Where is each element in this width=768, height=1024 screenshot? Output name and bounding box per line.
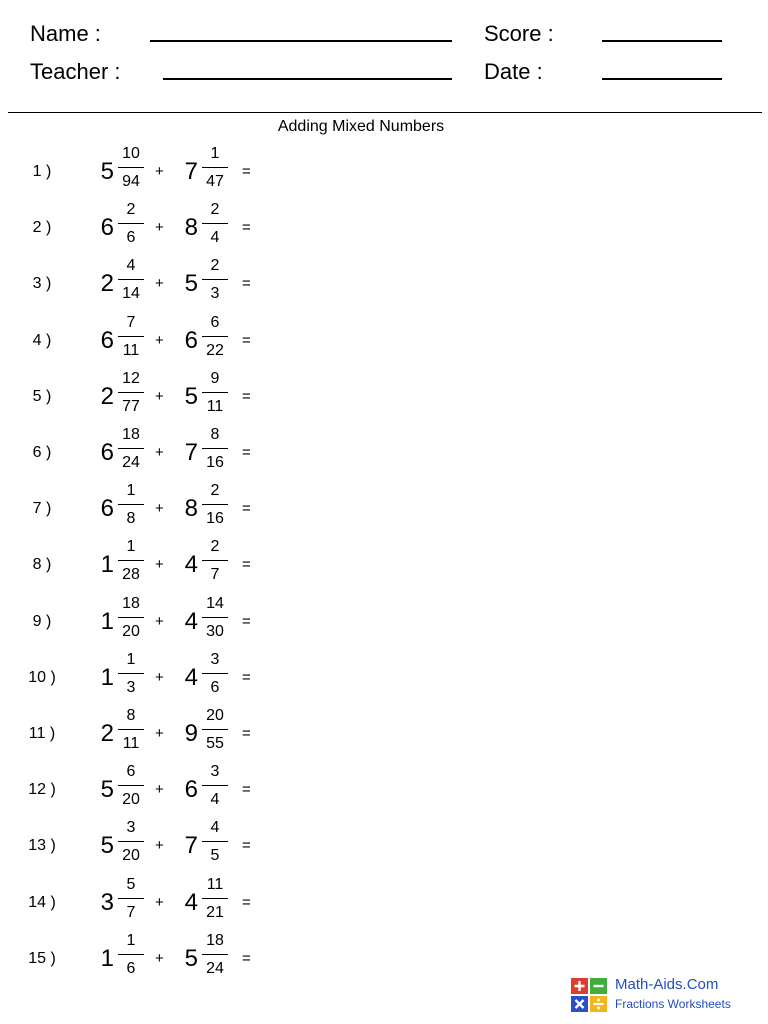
numerator: 2 [210, 482, 220, 500]
numerator: 8 [126, 707, 136, 724]
numerator: 3 [210, 650, 220, 668]
whole-number: 1 [100, 607, 114, 635]
fraction-bar [202, 448, 228, 449]
whole-number: 4 [184, 888, 198, 916]
denominator: 22 [206, 341, 224, 359]
fraction-bar [118, 785, 144, 786]
numerator: 2 [210, 201, 220, 219]
equals-sign: = [242, 500, 251, 518]
math-aids-logo [570, 976, 760, 1016]
fraction-bar [118, 504, 144, 505]
fraction [200, 369, 230, 417]
whole-number: 4 [184, 607, 198, 635]
problem-number: 4 ) [32, 331, 52, 349]
plus-sign: + [155, 387, 164, 405]
name-line[interactable] [150, 40, 452, 42]
numerator: 6 [210, 313, 220, 331]
equals-sign: = [242, 893, 251, 911]
fraction [200, 200, 230, 248]
fraction [116, 818, 146, 866]
denominator: 20 [122, 622, 140, 640]
fraction-bar [202, 336, 228, 337]
problem-number: 5 ) [32, 387, 52, 405]
whole-number: 6 [184, 776, 198, 804]
fraction-bar [202, 560, 228, 561]
denominator: 77 [122, 397, 140, 415]
denominator: 6 [126, 229, 136, 247]
fraction-bar [118, 898, 144, 899]
denominator: 6 [126, 959, 136, 977]
plus-sign: + [155, 781, 164, 799]
fraction-bar [118, 279, 144, 280]
fraction [116, 144, 146, 192]
date-line[interactable] [602, 78, 722, 80]
date-label: Date : [484, 59, 543, 84]
numerator: 20 [206, 707, 224, 724]
numerator: 2 [210, 538, 220, 556]
numerator: 6 [126, 763, 136, 781]
equals-sign: = [242, 387, 251, 405]
numerator: 3 [210, 763, 220, 781]
whole-number: 5 [184, 944, 198, 972]
denominator: 47 [206, 173, 224, 190]
fraction [116, 481, 146, 529]
fraction-bar [202, 785, 228, 786]
fraction-bar [202, 167, 228, 168]
whole-number: 2 [100, 382, 114, 410]
plus-sign: + [155, 219, 164, 237]
denominator: 6 [210, 678, 220, 696]
plus-sign: + [155, 275, 164, 293]
equals-sign: = [242, 949, 251, 967]
plus-sign: + [155, 837, 164, 855]
denominator: 7 [210, 566, 220, 584]
equals-sign: = [242, 219, 251, 237]
fraction [200, 144, 230, 192]
numerator: 1 [126, 538, 136, 556]
numerator: 12 [122, 369, 140, 387]
equals-sign: = [242, 444, 251, 461]
whole-number: 4 [184, 663, 198, 691]
name-label: Name : [30, 21, 101, 46]
numerator: 10 [122, 145, 140, 162]
denominator: 11 [122, 341, 140, 359]
numerator: 3 [126, 819, 136, 837]
problem-number: 11 ) [28, 725, 56, 742]
logo-subtitle: Fractions Worksheets [615, 997, 731, 1011]
whole-number: 8 [184, 495, 198, 523]
fraction-bar [202, 954, 228, 955]
denominator: 55 [206, 735, 224, 752]
problem-row [0, 931, 400, 1015]
plus-sign: + [155, 725, 164, 742]
fraction [116, 762, 146, 810]
fraction [200, 762, 230, 810]
fraction-bar [118, 729, 144, 730]
numerator: 18 [206, 931, 224, 949]
numerator: 2 [210, 257, 220, 275]
problem-number: 13 ) [28, 837, 56, 855]
fraction-bar [118, 673, 144, 674]
fraction [116, 706, 146, 754]
denominator: 21 [206, 903, 224, 921]
fraction-bar [202, 223, 228, 224]
fraction-bar [118, 841, 144, 842]
denominator: 94 [122, 173, 140, 190]
denominator: 20 [122, 847, 140, 865]
fraction-bar [202, 279, 228, 280]
denominator: 24 [122, 454, 140, 471]
problem-number: 3 ) [32, 275, 52, 293]
whole-number: 7 [184, 832, 198, 860]
numerator: 4 [210, 819, 220, 837]
fraction [116, 425, 146, 473]
equals-sign: = [242, 837, 251, 855]
whole-number: 6 [184, 326, 198, 354]
denominator: 4 [210, 229, 220, 247]
denominator: 11 [206, 397, 224, 415]
numerator: 14 [206, 594, 224, 612]
fraction [200, 875, 230, 923]
whole-number: 6 [100, 214, 114, 242]
equals-sign: = [242, 612, 251, 630]
fraction [200, 594, 230, 642]
plus-sign: + [155, 949, 164, 967]
plus-sign: + [155, 163, 164, 180]
problem-number: 6 ) [32, 444, 52, 461]
math-operations-icon [570, 977, 608, 1013]
equals-sign: = [242, 781, 251, 799]
denominator: 3 [210, 285, 220, 303]
score-label: Score : [484, 21, 554, 46]
denominator: 20 [122, 791, 140, 809]
fraction [200, 537, 230, 585]
numerator: 8 [210, 426, 220, 443]
problem-number: 10 ) [28, 668, 56, 686]
denominator: 4 [210, 791, 220, 809]
numerator: 1 [210, 145, 220, 162]
equals-sign: = [242, 668, 251, 686]
fraction [200, 313, 230, 361]
equals-sign: = [242, 331, 251, 349]
fraction [200, 706, 230, 754]
fraction [116, 256, 146, 304]
fraction [200, 256, 230, 304]
equals-sign: = [242, 556, 251, 574]
denominator: 7 [126, 903, 136, 921]
whole-number: 8 [184, 214, 198, 242]
numerator: 1 [126, 650, 136, 668]
header-divider [8, 112, 762, 113]
problem-number: 1 ) [32, 163, 52, 180]
fraction-bar [118, 336, 144, 337]
whole-number: 1 [100, 944, 114, 972]
denominator: 3 [126, 678, 136, 696]
fraction-bar [118, 167, 144, 168]
fraction [116, 594, 146, 642]
numerator: 7 [126, 313, 136, 331]
fraction-bar [118, 448, 144, 449]
denominator: 28 [122, 566, 140, 584]
whole-number: 1 [100, 551, 114, 579]
denominator: 8 [126, 510, 136, 528]
numerator: 2 [126, 201, 136, 219]
score-line[interactable] [602, 40, 722, 42]
fraction [200, 425, 230, 473]
fraction-bar [202, 729, 228, 730]
fraction [116, 369, 146, 417]
whole-number: 1 [100, 663, 114, 691]
denominator: 5 [210, 847, 220, 865]
whole-number: 7 [184, 439, 198, 466]
denominator: 16 [206, 510, 224, 528]
equals-sign: = [242, 275, 251, 293]
fraction-bar [118, 954, 144, 955]
whole-number: 9 [184, 720, 198, 747]
problem-number: 12 ) [28, 781, 56, 799]
plus-sign: + [155, 444, 164, 461]
numerator: 18 [122, 594, 140, 612]
plus-sign: + [155, 556, 164, 574]
numerator: 11 [206, 875, 224, 893]
fraction [116, 875, 146, 923]
whole-number: 6 [100, 326, 114, 354]
fraction [116, 931, 146, 979]
equals-sign: = [242, 725, 251, 742]
fraction-bar [118, 617, 144, 618]
whole-number: 5 [100, 832, 114, 860]
fraction [200, 931, 230, 979]
worksheet-title: Adding Mixed Numbers [277, 118, 445, 135]
logo-site-name[interactable]: Math-Aids.Com [615, 976, 719, 993]
problem-number: 14 ) [28, 893, 56, 911]
whole-number: 5 [184, 382, 198, 410]
numerator: 1 [126, 931, 136, 949]
whole-number: 5 [184, 270, 198, 298]
fraction [116, 537, 146, 585]
teacher-label: Teacher : [30, 59, 121, 84]
fraction [200, 818, 230, 866]
fraction [116, 650, 146, 698]
fraction-bar [202, 841, 228, 842]
whole-number: 5 [100, 158, 114, 185]
plus-sign: + [155, 893, 164, 911]
plus-sign: + [155, 500, 164, 518]
problem-number: 15 ) [28, 949, 56, 967]
fraction [116, 313, 146, 361]
plus-sign: + [155, 668, 164, 686]
numerator: 18 [122, 426, 140, 443]
numerator: 1 [126, 482, 136, 500]
denominator: 14 [122, 285, 140, 303]
denominator: 16 [206, 454, 224, 471]
whole-number: 6 [100, 439, 114, 466]
fraction-bar [202, 673, 228, 674]
fraction-bar [202, 504, 228, 505]
numerator: 5 [126, 875, 136, 893]
denominator: 11 [122, 735, 140, 752]
whole-number: 4 [184, 551, 198, 579]
whole-number: 5 [100, 776, 114, 804]
plus-sign: + [155, 612, 164, 630]
whole-number: 2 [100, 720, 114, 747]
plus-sign: + [155, 331, 164, 349]
whole-number: 3 [100, 888, 114, 916]
problem-number: 8 ) [32, 556, 52, 574]
problem-number: 9 ) [32, 612, 52, 630]
fraction [200, 650, 230, 698]
equals-sign: = [242, 163, 251, 180]
fraction-bar [202, 898, 228, 899]
teacher-line[interactable] [163, 78, 452, 80]
whole-number: 6 [100, 495, 114, 523]
whole-number: 2 [100, 270, 114, 298]
fraction-bar [118, 223, 144, 224]
numerator: 9 [210, 369, 220, 387]
fraction-bar [202, 617, 228, 618]
problem-number: 7 ) [32, 500, 52, 518]
fraction-bar [118, 560, 144, 561]
denominator: 24 [206, 959, 224, 977]
denominator: 30 [206, 622, 224, 640]
fraction-bar [202, 392, 228, 393]
fraction [116, 200, 146, 248]
whole-number: 7 [184, 158, 198, 185]
fraction-bar [118, 392, 144, 393]
fraction [200, 481, 230, 529]
numerator: 4 [126, 257, 136, 275]
problem-number: 2 ) [32, 219, 52, 237]
